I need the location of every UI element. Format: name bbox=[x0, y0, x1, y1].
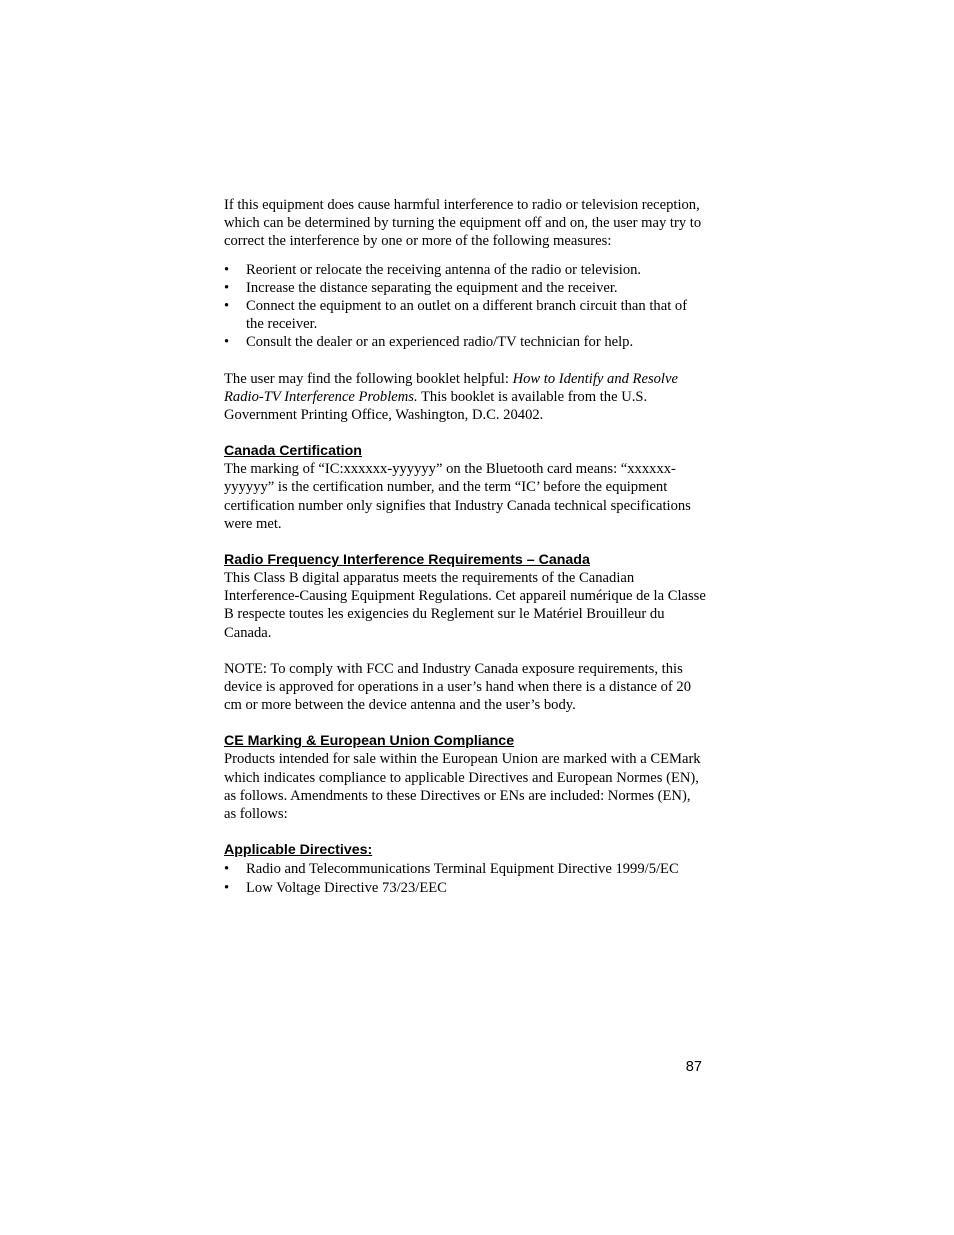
booklet-paragraph bbox=[224, 370, 706, 425]
list-item-text: Reorient or relocate the receiving antenna of the radio or television. bbox=[246, 261, 642, 278]
list-item bbox=[224, 261, 706, 279]
booklet-suffix: This booklet is available from the U.S. Government Printing Office, Washington, D.C. 20402. bbox=[224, 388, 648, 424]
bullet-icon: • bbox=[224, 880, 230, 897]
bullet-icon: • bbox=[224, 279, 230, 296]
list-item-text: Radio and Telecommunications Terminal Equipment Directive 1999/5/EC bbox=[246, 861, 679, 878]
list-item bbox=[224, 279, 706, 297]
list-item-text: Connect the equipment to an outlet on a different branch circuit than that of the receiver. bbox=[246, 298, 688, 333]
list-item-text: Increase the distance separating the equipment and the receiver. bbox=[246, 279, 618, 296]
list-item bbox=[224, 333, 706, 351]
applicable-directives-heading: Applicable Directives: bbox=[224, 842, 373, 859]
ce-marking-paragraph: Products intended for sale within the European Union are marked with a CEMark which indicates compliance to applicable Directives and European Normes (EN), as follows. Amendments to these Directives or ENs are included: Normes (EN), as follows: bbox=[224, 751, 701, 823]
rfi-canada-paragraph: This Class B digital apparatus meets the requirements of the Canadian Interference-Causing Equipment Regulations. Cet appareil numérique de la Classe B respecte toutes les exigencies du Reglement sur le Matériel Brouilleur du Canada. bbox=[224, 570, 706, 641]
list-item-text: Consult the dealer or an experienced radio/TV technician for help. bbox=[246, 334, 634, 351]
canada-certification-paragraph: The marking of “IC:xxxxxx-yyyyyy” on the Bluetooth card means: “xxxxxx-yyyyyy” is the certification number, and the term “IC’ before the equipment certification number only signifies that Industry Canada technical specifications were met. bbox=[224, 461, 691, 532]
booklet-title: How to Identify and Resolve Radio-TV Interference Problems. bbox=[224, 370, 678, 405]
list-item bbox=[224, 879, 706, 897]
directives-list bbox=[224, 860, 706, 897]
bullet-icon: • bbox=[224, 861, 230, 878]
canada-certification-heading: Canada Certification bbox=[224, 443, 362, 460]
bullet-icon: • bbox=[224, 298, 230, 315]
list-item bbox=[224, 297, 706, 333]
bullet-icon: • bbox=[224, 261, 230, 278]
page-number: 87 bbox=[685, 1059, 702, 1075]
list-item-text: Low Voltage Directive 73/23/EEC bbox=[246, 880, 447, 897]
exposure-note: NOTE: To comply with FCC and Industry Canada exposure requirements, this device is approved for operations in a user’s hand when there is a distance of 20 cm or more between the device antenna and the user’s body. bbox=[224, 660, 691, 714]
measures-list bbox=[224, 261, 706, 352]
rfi-canada-heading: Radio Frequency Interference Requirements – Canada bbox=[224, 552, 590, 569]
list-item bbox=[224, 860, 706, 878]
document-page bbox=[224, 196, 706, 898]
ce-marking-heading: CE Marking & European Union Compliance bbox=[224, 733, 515, 750]
intro-paragraph: If this equipment does cause harmful interference to radio or television reception, which can be determined by turning the equipment off and on, the user may try to correct the interference by one or more of the following measures: bbox=[224, 197, 702, 250]
bullet-icon: • bbox=[224, 334, 230, 351]
booklet-prefix: The user may find the following booklet helpful: bbox=[224, 370, 513, 387]
